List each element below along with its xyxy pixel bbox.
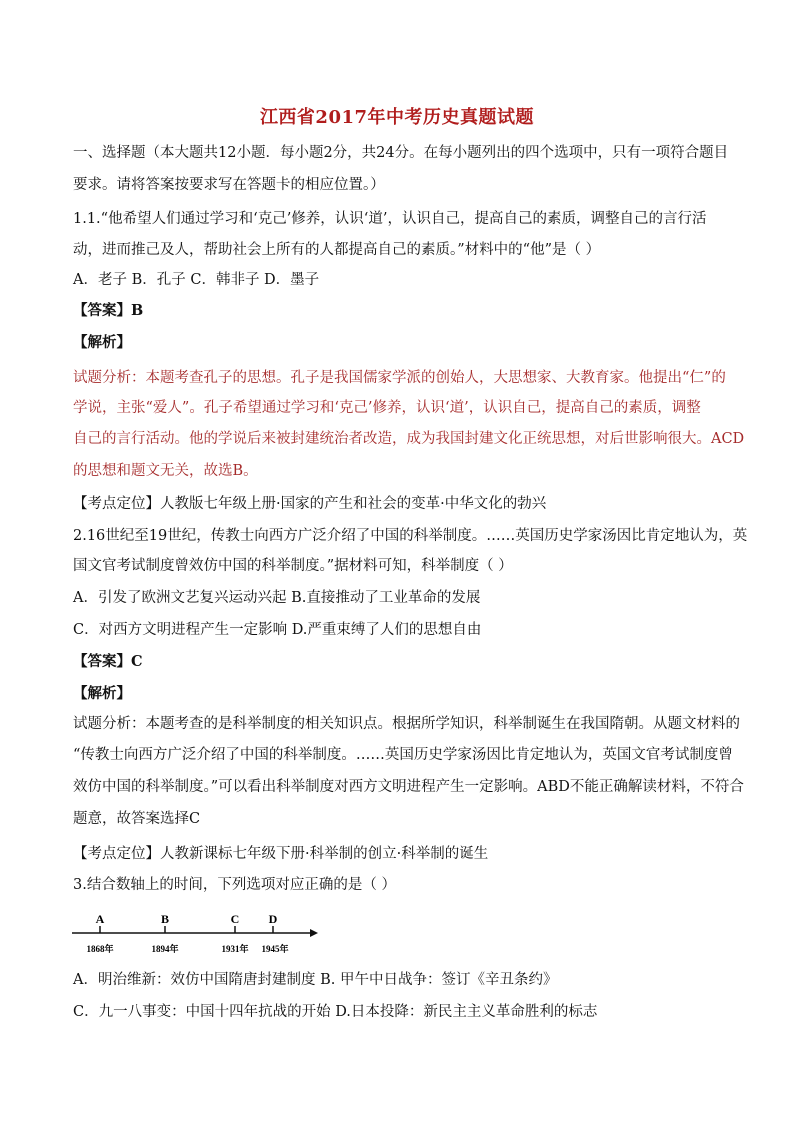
- timeline-letter-b: B: [160, 912, 170, 926]
- timeline-year-b: 1894年: [151, 944, 179, 954]
- q1-analysis-line-4: 的思想和题文无关，故选B。: [73, 463, 258, 479]
- q1-knowledge-point: 【考点定位】人教版七年级上册·国家的产生和社会的变革·中华文化的勃兴: [73, 496, 547, 512]
- timeline-year-c: 1931年: [221, 944, 249, 954]
- q2-analysis-line-3: 效仿中国的科举制度。”可以看出科举制度对西方文明进程产生一定影响。ABD不能正确解读材料，不符合: [73, 779, 744, 795]
- q2-options-ab: A．引发了欧洲文艺复兴运动兴起 B.直接推动了工业革命的发展: [73, 590, 481, 606]
- timeline-letter-d: D: [268, 912, 278, 926]
- section-header-line-2: 要求。请将答案按要求写在答题卡的相应位置。）: [73, 177, 385, 193]
- q1-options: A．老子 B．孔子 C．韩非子 D．墨子: [73, 272, 320, 288]
- q1-analysis-label: 【解析】: [73, 334, 131, 351]
- timeline-letter-c: C: [230, 912, 240, 926]
- q2-analysis-line-4: 题意，故答案选择C: [73, 811, 201, 827]
- q2-stem-line-2: 国文官考试制度曾效仿中国的科举制度。”据材料可知，科举制度（ ）: [73, 558, 513, 574]
- q1-stem-line-1: 1.1.“他希望人们通过学习和‘克己’修养，认识‘道’，认识自己，提高自己的素质，调整自己的言行活: [73, 211, 707, 227]
- q2-analysis-label: 【解析】: [73, 685, 131, 702]
- timeline-year-d: 1945年: [261, 944, 289, 954]
- timeline-arrow: [310, 929, 318, 937]
- q3-options-cd: C．九一八事变：中国十四年抗战的开始 D.日本投降：新民主主义革命胜利的标志: [73, 1004, 598, 1020]
- q2-answer: 【答案】C: [73, 653, 143, 670]
- timeline-letter-a: A: [95, 912, 105, 926]
- q2-analysis-line-1: 试题分析：本题考查的是科举制度的相关知识点。根据所学知识，科举制诞生在我国隋朝。从题文材料的: [73, 716, 740, 732]
- q1-analysis-line-1: 试题分析：本题考查孔子的思想。孔子是我国儒家学派的创始人，大思想家、大教育家。他提出“仁”的: [73, 370, 726, 386]
- q2-options-cd: C．对西方文明进程产生一定影响 D.严重束缚了人们的思想自由: [73, 622, 482, 638]
- q3-stem: 3.结合数轴上的时间，下列选项对应正确的是（ ）: [73, 877, 396, 893]
- q1-stem-line-2: 动，进而推己及人，帮助社会上所有的人都提高自己的素质。”材料中的“他”是（ ）: [73, 242, 601, 258]
- q2-knowledge-point: 【考点定位】人教新课标七年级下册·科举制的创立·科举制的诞生: [73, 846, 489, 862]
- page-title: 江西省2017年中考历史真题试题: [259, 107, 535, 128]
- q2-analysis-line-2: “传教士向西方广泛介绍了中国的科举制度。……英国历史学家汤因比肯定地认为，英国文官考试制度曾: [73, 747, 733, 763]
- timeline-year-a: 1868年: [86, 944, 114, 954]
- q1-analysis-line-2: 学说，主张“爱人”。孔子希望通过学习和‘克己’修养，认识‘道’，认识自己，提高自己的素质，调整: [73, 400, 701, 416]
- section-header-line-1: 一、选择题（本大题共12小题．每小题2分，共24分。在每小题列出的四个选项中，只有一项符合题目: [73, 145, 729, 161]
- timeline-figure: [70, 908, 320, 958]
- q2-stem-line-1: 2.16世纪至19世纪，传教士向西方广泛介绍了中国的科举制度。……英国历史学家汤因比肯定地认为，英: [73, 528, 748, 544]
- q3-options-ab: A．明治维新：效仿中国隋唐封建制度 B. 甲午中日战争：签订《辛丑条约》: [73, 972, 558, 988]
- q1-answer: 【答案】B: [73, 302, 144, 319]
- q1-analysis-line-3: 自己的言行活动。他的学说后来被封建统治者改造，成为我国封建文化正统思想，对后世影响很大。ACD: [73, 431, 745, 447]
